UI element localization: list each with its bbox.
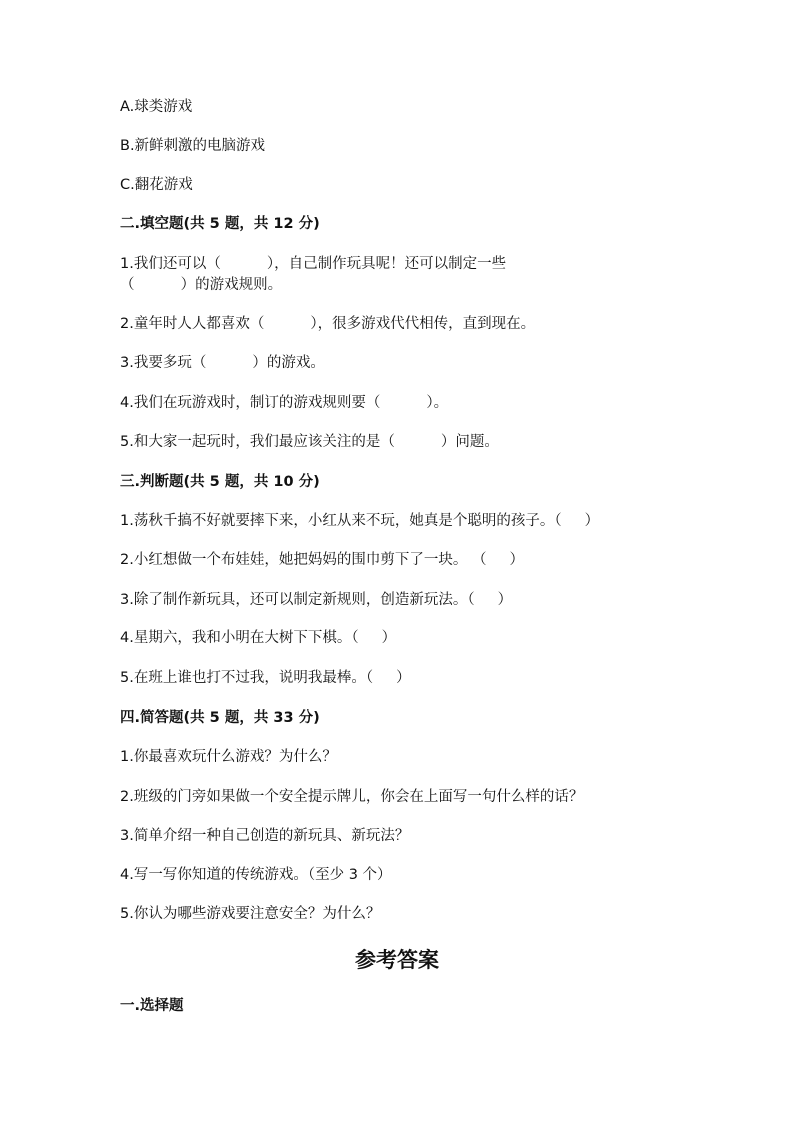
true-false-item: 3.除了制作新玩具，还可以制定新规则，创造新玩法。（ ） [120,592,513,608]
option-a: A.球类游戏 [120,99,193,115]
short-answer-item: 3.简单介绍一种自己创造的新玩具、新玩法？ [120,828,410,844]
true-false-heading: 三.判断题(共 5 题，共 10 分) [120,474,320,490]
short-answer-item: 5.你认为哪些游戏要注意安全？为什么？ [120,906,381,922]
short-answer-item: 1.你最喜欢玩什么游戏？为什么？ [120,749,337,765]
true-false-item: 1.荡秋千搞不好就要摔下来，小红从来不玩，她真是个聪明的孩子。（ ） [120,513,600,529]
short-answer-heading: 四.简答题(共 5 题，共 33 分) [120,710,320,726]
fill-blank-item: （ ）的游戏规则。 [120,277,283,293]
option-b: B.新鲜刺激的电脑游戏 [120,138,266,154]
fill-blank-item: 3.我要多玩（ ）的游戏。 [120,355,325,371]
true-false-item: 2.小红想做一个布娃娃，她把妈妈的围巾剪下了一块。 （ ） [120,552,524,568]
short-answer-item: 4.写一写你知道的传统游戏。（至少 3 个） [120,867,392,883]
option-c: C.翻花游戏 [120,177,193,193]
short-answer-item: 2.班级的门旁如果做一个安全提示牌儿，你会在上面写一句什么样的话？ [120,789,584,805]
fill-blank-item: 4.我们在玩游戏时，制订的游戏规则要（ ）。 [120,395,449,411]
true-false-item: 4.星期六，我和小明在大树下下棋。（ ） [120,630,397,646]
fill-blank-heading: 二.填空题(共 5 题，共 12 分) [120,216,320,232]
fill-blank-item: 1.我们还可以（ ），自己制作玩具呢！还可以制定一些 [120,256,507,272]
answer-section-heading: 一.选择题 [120,998,184,1014]
fill-blank-item: 5.和大家一起玩时，我们最应该关注的是（ ）问题。 [120,434,499,450]
true-false-item: 5.在班上谁也打不过我，说明我最棒。（ ） [120,670,411,686]
fill-blank-item: 2.童年时人人都喜欢（ ），很多游戏代代相传，直到现在。 [120,316,536,332]
answer-key-title: 参考答案 [355,947,439,972]
